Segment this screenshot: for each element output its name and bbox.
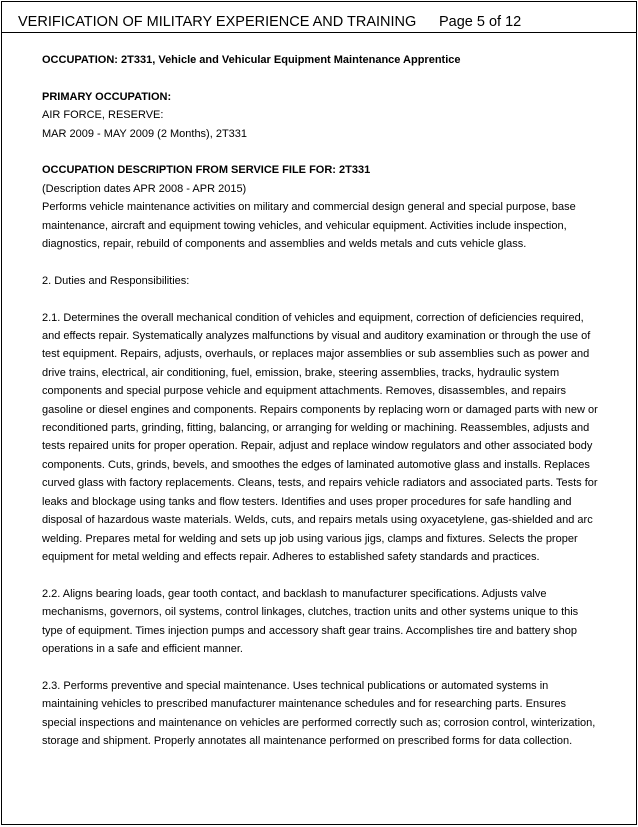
description-heading: OCCUPATION DESCRIPTION FROM SERVICE FILE FOR: 2T331 [42, 164, 371, 177]
primary-service: AIR FORCE, RESERVE: [42, 109, 164, 122]
primary-occupation-heading: PRIMARY OCCUPATION: [42, 90, 172, 103]
header-title: VERIFICATION OF MILITARY EXPERIENCE AND TRAINING [18, 14, 417, 30]
occupation-title: OCCUPATION: 2T331, Vehicle and Vehicular Equipment Maintenance Apprentice [42, 54, 461, 66]
description-dates: (Description dates APR 2008 - APR 2015) [42, 182, 247, 195]
document-body [42, 51, 602, 750]
document-page [1, 1, 637, 825]
page-number: Page 5 of 12 [439, 14, 522, 30]
duty-paragraph: 2.1. Determines the overall mechanical condition of vehicles and equipment, correction of deficiencies required, and effects repair. Systematically analyzes malfunctions by visual and auditory examination or through the use of test equipment. Repairs, adjusts, overhauls, or replaces major assemblies or sub assemblies such as power and drive trains, electrical, air conditioning, fuel, emission, brake, steering assemblies, tracks, hydraulic system components and special purpose vehicle and equipment attachments. Removes, disassembles, and repairs gasoline or diesel engines and components. Repairs components by replacing worn or damaged parts with new or reconditioned parts, grinding, fitting, balancing, or arranging for welding or machining. Reassembles, adjusts and tests repaired units for proper operation. Repair, adjust and replace window regulators and other associated body components. Cuts, grinds, bevels, and smoothes the edges of laminated automotive glass and installs. Replaces curved glass with factory replacements. Cleans, tests, and repairs vehicle radiators and associated parts. Tests for leaks and blockage using tanks and flow testers. Identifies and uses proper procedures for safe handling and disposal of hazardous waste materials. Welds, cuts, and repairs metals using oxyacetylene, gas-shielded and arc welding. Prepares metal for welding and sets up job using various jigs, clamps and fixtures. Selects the proper equipment for metal welding and effects repair. Adheres to established safety standards and practices. [42, 311, 598, 563]
description-summary: Performs vehicle maintenance activities on military and commercial design general and special purpose, base maintenance, aircraft and equipment towing vehicles, and vehicular equipment. Activities include inspection, diagnostics, repair, rebuild of components and assemblies and welds metals and cuts vehicle glass. [42, 201, 576, 251]
duty-paragraph: 2.3. Performs preventive and special maintenance. Uses technical publications or automated systems in maintaining vehicles to prescribed manufacturer maintenance schedules and for researching parts. Ensures special inspections and maintenance on vehicles are performed correctly such as; corrosion control, winterization, storage and shipment. Properly annotates all maintenance performed on prescribed forms for data collection. [42, 679, 596, 747]
duties-heading: 2. Duties and Responsibilities: [42, 274, 190, 287]
primary-dates: MAR 2009 - MAY 2009 (2 Months), 2T331 [42, 127, 248, 140]
duty-paragraph: 2.2. Aligns bearing loads, gear tooth contact, and backlash to manufacturer specifications. Adjusts valve mechanisms, governors, oil systems, control linkages, clutches, traction units and other systems unique to this type of equipment. Times injection pumps and accessory shaft gear trains. Accomplishes tire and battery shop operations in a safe and efficient manner. [42, 587, 579, 655]
page-header [2, 2, 636, 33]
